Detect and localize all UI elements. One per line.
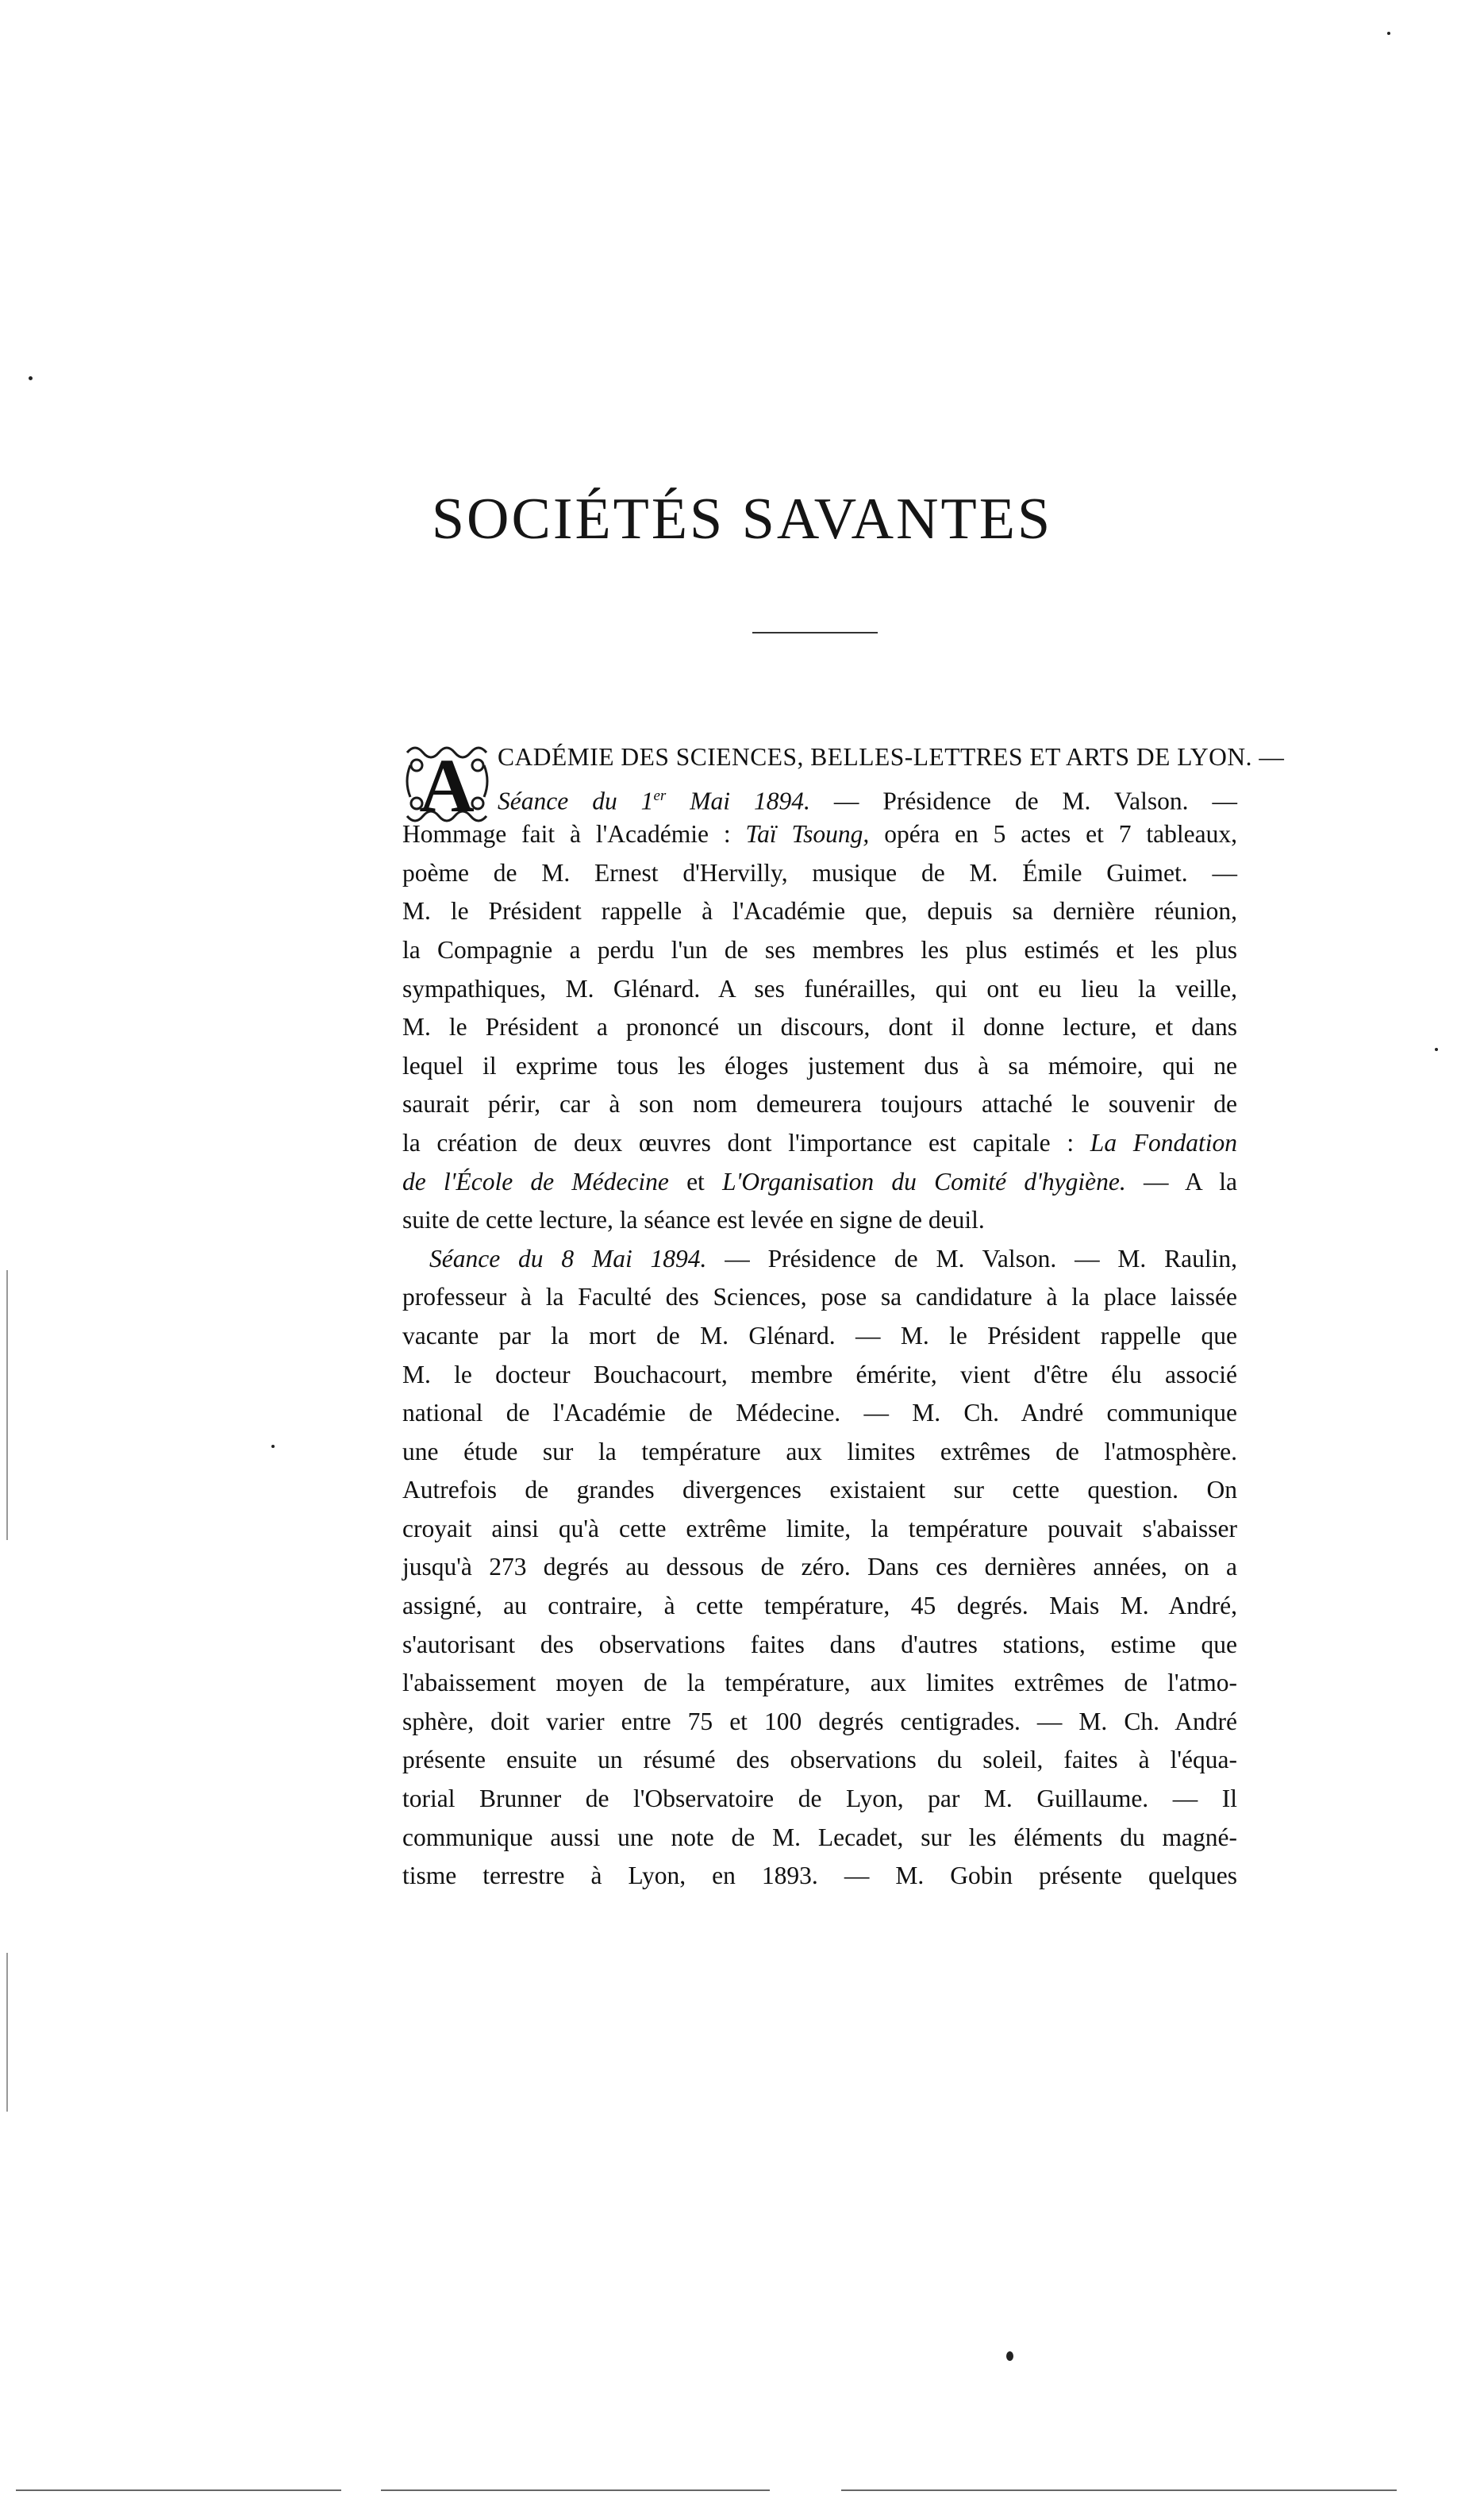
ink-speck [1435,1048,1438,1051]
session-date-rest: Mai 1894. [666,787,810,815]
text-line [402,1548,1237,1587]
ink-speck [29,376,33,380]
text-run: communique aussi une note de M. Lecadet, sur les éléments du magné- [402,1823,1237,1851]
session-date: Séance du 1 [498,787,654,815]
text-line [402,1317,1237,1356]
text-line [402,1857,1237,1896]
text-run: jusqu'à 273 degrés au dessous de zéro. Dans ces dernières années, on a [402,1553,1237,1581]
ink-speck [1006,2351,1013,2361]
text-run: présente ensuite un résumé des observations du soleil, faites à l'équa- [402,1746,1237,1774]
text-run: vacante par la mort de M. Glénard. — M. le Président rappelle que [402,1321,1237,1350]
text-run: national de l'Académie de Médecine. — M. Ch. André communique [402,1399,1237,1427]
scan-bottom-rule [16,2489,341,2491]
ordinal-suffix: er [653,787,667,804]
title-divider [752,632,878,633]
text-line [402,1664,1237,1703]
text-run: suite de cette lecture, la séance est levée en signe de deuil. [402,1206,985,1234]
text-run: professeur à la Faculté des Sciences, pose sa candidature à la place laissée [402,1283,1237,1311]
ink-speck [1387,32,1390,35]
text-run: la création de deux œuvres dont l'importance est capitale : [402,1128,1090,1157]
text-line [402,1163,1237,1202]
text-line [402,815,1237,854]
scan-bottom-rule [841,2489,1397,2491]
text-line [402,1741,1237,1780]
text-run: poème de M. Ernest d'Hervilly, musique de M. Émile Guimet. — [402,858,1237,887]
text-line [402,1780,1237,1819]
text-run: sphère, doit varier entre 75 et 100 degrés centigrades. — M. Ch. André [402,1707,1237,1735]
article-body [402,738,1285,1896]
text-line [402,1240,1237,1279]
text-run: — A la [1125,1167,1237,1196]
text-run: sympathiques, M. Glénard. A ses funérailles, qui ont eu lieu la veille, [402,974,1237,1003]
text-line [402,892,1237,931]
work-title: L'Organisation du Comité d'hygiène. [722,1167,1126,1196]
scan-edge-mark [6,1270,8,1540]
text-line [402,1124,1237,1163]
text-line [402,1819,1237,1858]
text-run: croyait ainsi qu'à cette extrême limite, la température pouvait s'abaisser [402,1514,1237,1542]
text-line [402,1471,1237,1510]
text-line [402,1510,1237,1549]
session-date: Séance du 8 Mai 1894. [429,1244,707,1273]
text-run: — Présidence de M. Valson. — M. Raulin, [706,1244,1237,1273]
text-run: lequel il exprime tous les éloges justement dus à sa mémoire, qui ne [402,1051,1237,1080]
text-run: Autrefois de grandes divergences existaient sur cette question. On [402,1476,1237,1504]
text-line [402,1356,1237,1395]
text-line [402,1433,1237,1472]
text-line [402,1047,1237,1086]
page-title: SOCIÉTÉS SAVANTES [431,487,1053,552]
text-line [402,738,1285,777]
text-run: l'abaissement moyen de la température, aux limites extrêmes de l'atmo- [402,1669,1237,1697]
text-run: s'autorisant des observations faites dans d'autres stations, estime que [402,1630,1237,1658]
text-run: torial Brunner de l'Observatoire de Lyon, par M. Guillaume. — Il [402,1785,1237,1813]
text-line [402,1587,1237,1626]
text-line [402,1703,1237,1742]
text-run: — Présidence de M. Valson. — [809,787,1237,815]
text-line [402,1008,1237,1047]
text-run: opéra en 5 actes et 7 tableaux, [869,820,1237,849]
text-run: Hommage fait à l'Académie : [402,820,746,849]
text-line [402,1394,1237,1433]
text-run: la Compagnie a perdu l'un de ses membres les plus estimés et les plus [402,935,1237,964]
ink-speck [271,1445,275,1448]
text-line [402,1626,1237,1665]
opera-title: Taï Tsoung, [745,820,870,849]
work-title: de l'École de Médecine [402,1167,669,1196]
text-run: assigné, au contraire, à cette température, 45 degrés. Mais M. André, [402,1592,1237,1620]
text-run: M. le Président rappelle à l'Académie que, depuis sa dernière réunion, [402,897,1237,926]
text-line [402,854,1237,893]
text-run: saurait périr, car à son nom demeurera toujours attaché le souvenir de [402,1090,1237,1119]
text-line [402,1201,1237,1240]
scan-bottom-rule [381,2489,770,2491]
text-line [402,1278,1237,1317]
scan-edge-mark [6,1953,8,2112]
text-run: M. le Président a prononcé un discours, dont il donne lecture, et dans [402,1013,1237,1042]
text-line [402,970,1237,1009]
text-run: une étude sur la température aux limites extrêmes de l'atmosphère. [402,1437,1237,1465]
dropcap-letter: A [419,743,475,827]
text-run: et [668,1167,723,1196]
text-run: tisme terrestre à Lyon, en 1893. — M. Gobin présente quelques [402,1862,1237,1890]
text-run: M. le docteur Bouchacourt, membre émérite, vient d'être élu associé [402,1360,1237,1388]
text-line [402,777,1237,816]
work-title: La Fondation [1090,1128,1237,1157]
society-heading: CADÉMIE DES SCIENCES, BELLES-LETTRES ET ARTS DE LYON. — [498,743,1285,771]
text-line [402,1085,1237,1124]
text-line [402,931,1237,970]
